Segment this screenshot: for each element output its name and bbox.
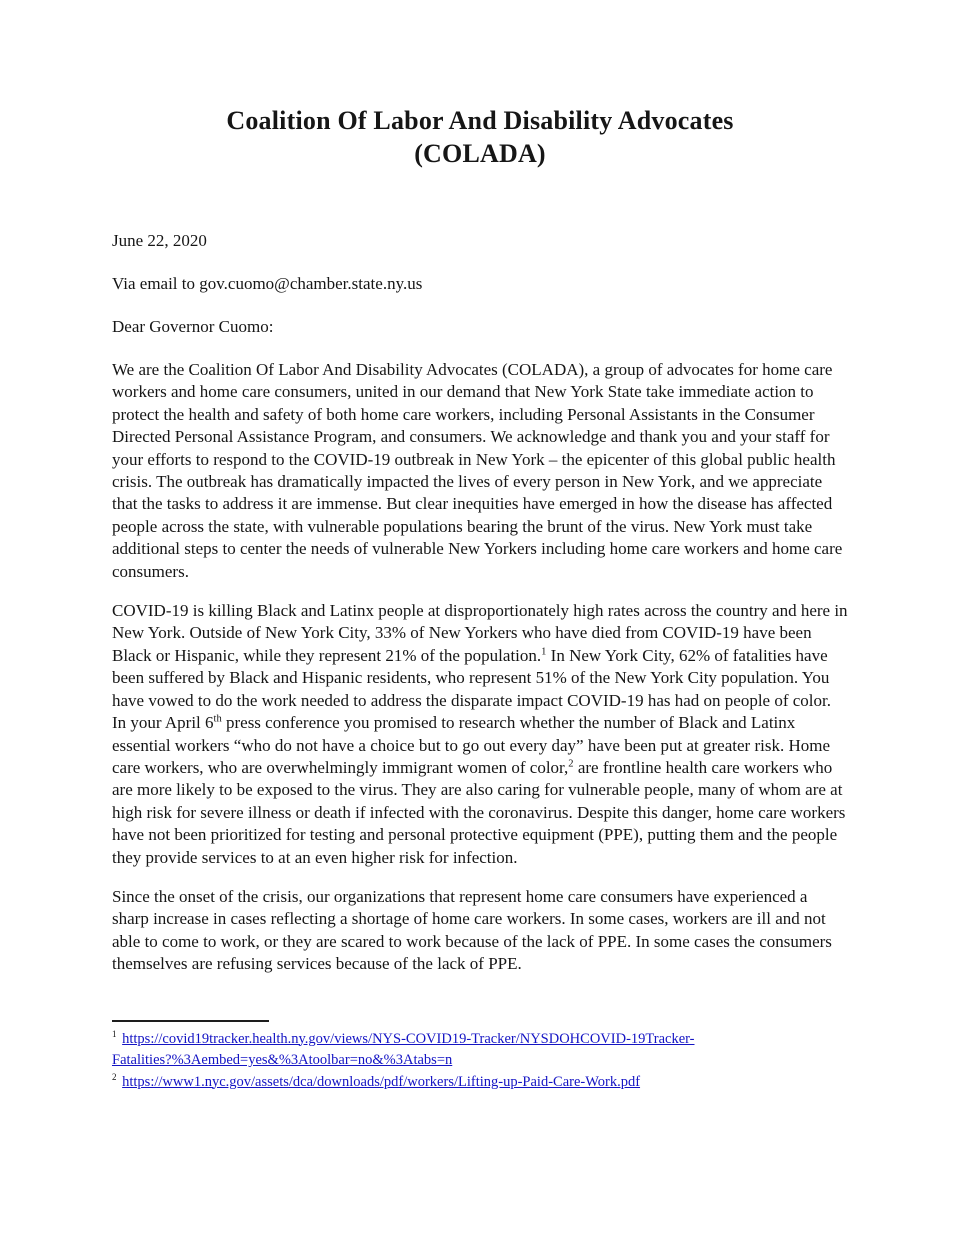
superscript-footnote-marker: 2 xyxy=(568,758,574,770)
letter-date: June 22, 2020 xyxy=(112,231,207,250)
letter-paragraph: We are the Coalition Of Labor And Disability Advocates (COLADA), a group of advocates for home care workers and home care consumers, united in our demand that New York State take immediate action to protect the health and safety of both home care workers, including Personal Assistants in the Consumer Directed Personal Assistance Program, and consumers. We acknowledge and thank you and your staff for your efforts to respond to the COVID-19 outbreak in New York – the epicenter of this global public health crisis. The outbreak has dramatically impacted the lives of every person in New York, and we appreciate that the tasks to address it are immense. But clear inequities have emerged in how the disease has affected people across the state, with vulnerable populations bearing the brunt of the virus. New York must take additional steps to center the needs of vulnerable New Yorkers including home care workers and home care consumers. xyxy=(112,360,843,581)
letter-page xyxy=(112,0,848,1093)
footnotes-list xyxy=(112,1029,848,1094)
letter-paragraph: Since the onset of the crisis, our organizations that represent home care consumers have experienced a sharp increase in cases reflecting a shortage of home care workers. In some cases, workers are ill and not able to come to work, or they are scared to work because of the lack of PPE. In some cases the consumers themselves are refusing services because of the lack of PPE. xyxy=(112,886,832,974)
footnote-separator xyxy=(112,1020,269,1022)
footnote-link[interactable]: https://covid19tracker.health.ny.gov/views/NYS-COVID19-Tracker/NYSDOHCOVID-19Tracker- Fatalities?%3Aembed=yes&%3Atoolbar=no&%3Atabs=n xyxy=(112,1030,695,1069)
footnotes-section xyxy=(112,1020,848,1094)
footnote-number: 2 xyxy=(112,1071,117,1082)
title-line-2: (COLADA) xyxy=(414,139,546,168)
footnote-link[interactable]: https://www1.nyc.gov/assets/dca/downloads/pdf/workers/Lifting-up-Paid-Care-Work.pdf xyxy=(122,1073,641,1090)
footnote-number: 1 xyxy=(112,1028,117,1039)
letter-title xyxy=(112,104,848,170)
letter-paragraph: COVID-19 is killing Black and Latinx people at disproportionately high rates across the country and here in New York. Outside of New York City, 33% of New Yorkers who have died from COVID-19 have been Black or Hispanic, while they represent 21% of the population.$^1$ In New York City, 62% of fatalities have been suffered by Black and Hispanic residents, who represent 51% of the New York City population. You have vowed to do the work needed to address the disparate impact COVID-19 has had on people of color. In your April 6th press conference you promised to research whether the number of Black and Latinx essential workers “who do not have a choice but to go out every day” have been put at greater risk. Home care workers, who are overwhelmingly immigrant women of color,$^2$ are frontline health care workers who are more likely to be exposed to the virus. They are also caring for vulnerable people, many of whom are at high risk for severe illness or death if infected with the coronavirus. Despite this danger, home care workers have not been prioritized for testing and personal protective equipment (PPE), putting them and the people they provide services to at an even higher risk for infection. xyxy=(112,601,848,867)
title-line-1: Coalition Of Labor And Disability Advocates xyxy=(226,106,734,135)
footnote xyxy=(112,1072,848,1094)
letter-body xyxy=(112,359,848,976)
superscript-footnote-marker: th xyxy=(213,713,222,725)
via-email-line: Via email to gov.cuomo@chamber.state.ny.us xyxy=(112,274,423,293)
footnote xyxy=(112,1029,848,1072)
salutation: Dear Governor Cuomo: xyxy=(112,317,274,336)
superscript-footnote-marker: 1 xyxy=(541,646,547,658)
